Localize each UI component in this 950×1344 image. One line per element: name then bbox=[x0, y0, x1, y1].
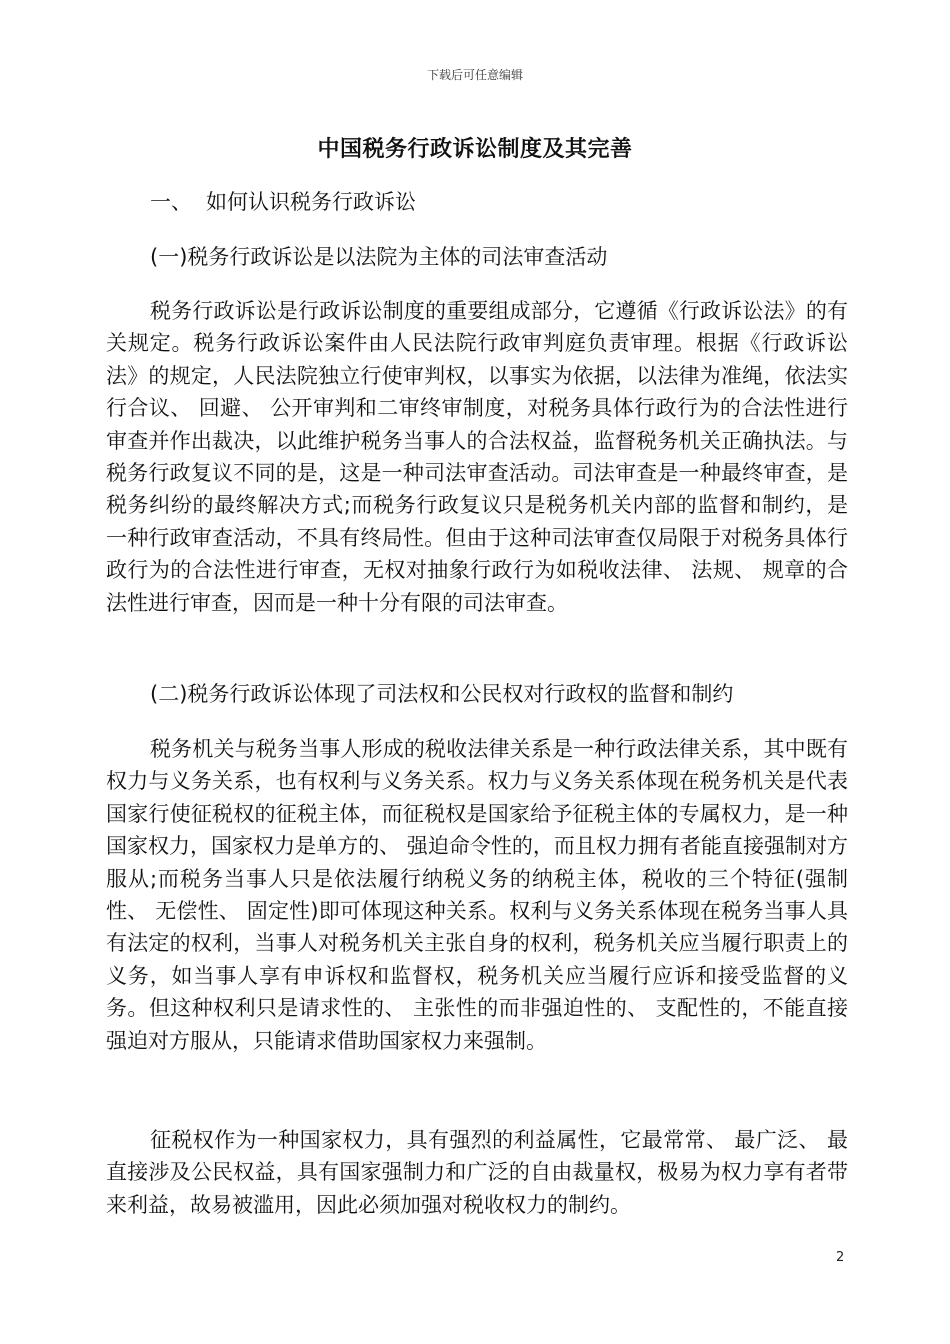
subsection-heading-2: (二)税务行政诉讼体现了司法权和公民权对行政权的监督和制约 bbox=[150, 682, 734, 706]
section-heading-text: 如何认识税务行政诉讼 bbox=[206, 190, 416, 214]
document-title: 中国税务行政诉讼制度及其完善 bbox=[317, 137, 633, 162]
section-heading-1 bbox=[150, 186, 416, 218]
body-paragraph-3: 征税权作为一种国家权力，具有强烈的利益属性，它最常常、 最广泛、 最直接涉及公民权益，具有国家强制力和广泛的自由裁量权，极易为权力享有者带来利益，故易被滥用，因此必须加强对税收权力的制约。 bbox=[106, 1128, 848, 1217]
body-paragraph-2: 税务机关与税务当事人形成的税收法律关系是一种行政法律关系，其中既有权力与义务关系，也有权利与义务关系。权力与义务关系体现在税务机关是代表国家行使征税权的征税主体，而征税权是国家给予征税主体的专属权力，是一种国家权力，国家权力是单方的、 强迫命令性的，而且权力拥有者能直接强制对方服从;而税务当事人只是依法履行纳税义务的纳税主体，税收的三个特征(强制性、 无偿性、 固定性)即可体现这种关系。权利与义务关系体现在税务当事人具有法定的权利，当事人对税务机关主张自身的权利，税务机关应当履行职责上的义务，如当事人享有申诉权和监督权，税务机关应当履行应诉和接受监督的义务。但这种权利只是请求性的、 主张性的而非强迫性的、 支配性的，不能直接强迫对方服从，只能请求借助国家权力来强制。 bbox=[106, 737, 848, 1053]
body-paragraph-1: 税务行政诉讼是行政诉讼制度的重要组成部分，它遵循《行政诉讼法》的有关规定。税务行政诉讼案件由人民法院行政审判庭负责审理。根据《行政诉讼法》的规定，人民法院独立行使审判权，以事实为依据，以法律为准绳，依法实行合议、 回避、 公开审判和二审终审制度，对税务具体行政行为的合法性进行审查并作出裁决，以此维护税务当事人的合法权益，监督税务机关正确执法。与税务行政复议不同的是，这是一种司法审查活动。司法审查是一种最终审查，是税务纠纷的最终解决方式;而税务行政复议只是税务机关内部的监督和制约，是一种行政审查活动，不具有终局性。但由于这种司法审查仅局限于对税务具体行政行为的合法性进行审查，无权对抽象行政行为如税收法律、 法规、 规章的合法性进行审查，因而是一种十分有限的司法审查。 bbox=[106, 299, 848, 615]
page-header-note: 下载后可任意编辑 bbox=[426, 68, 523, 82]
section-number: 一、 bbox=[150, 190, 192, 214]
subsection-heading-1: (一)税务行政诉讼是以法院为主体的司法审查活动 bbox=[150, 245, 608, 269]
page-number: 2 bbox=[836, 1250, 845, 1265]
